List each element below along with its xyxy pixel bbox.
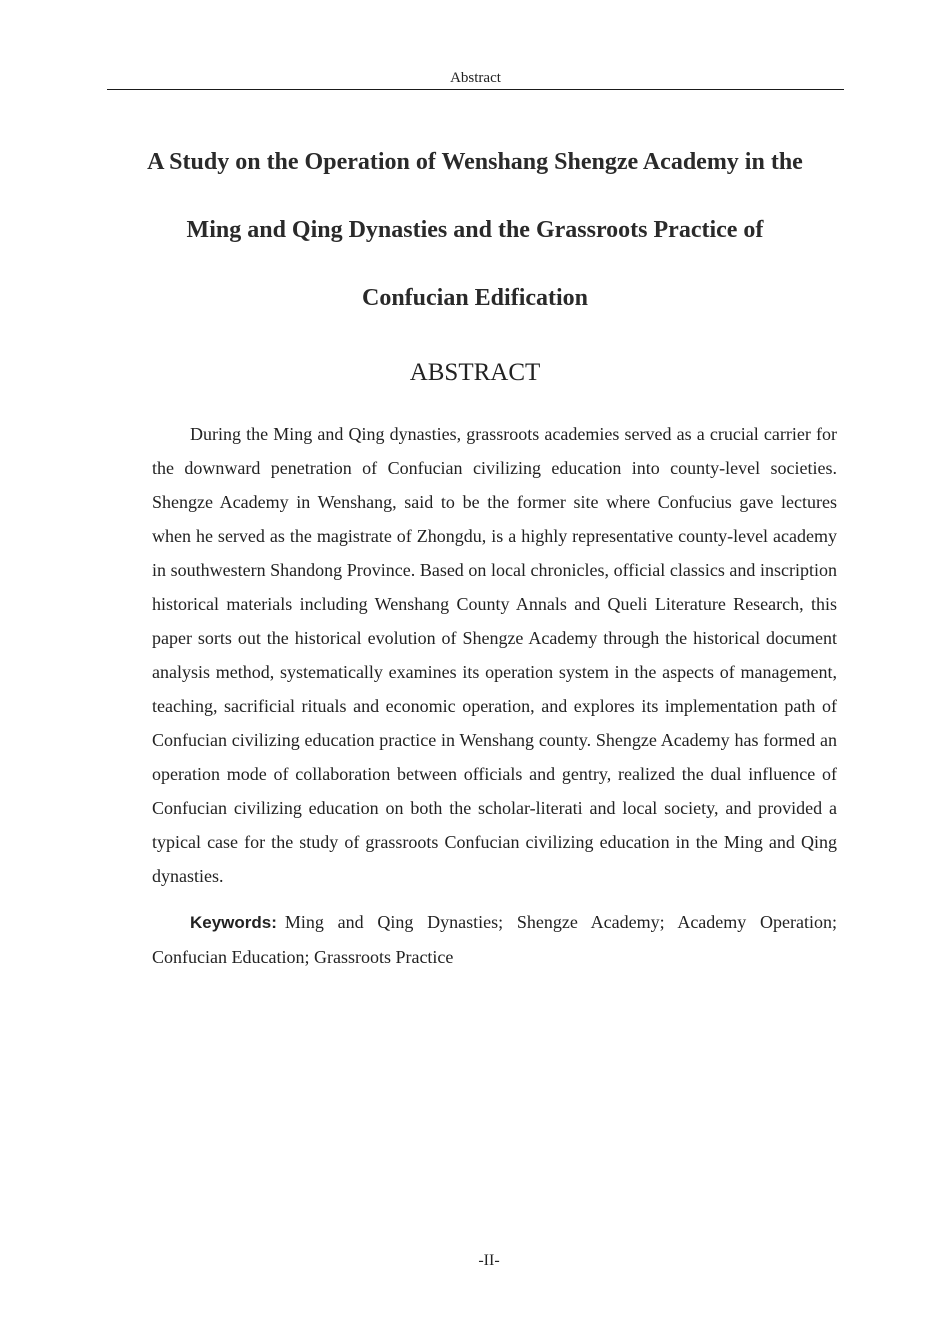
abstract-heading: ABSTRACT bbox=[409, 359, 541, 386]
keywords-label: Keywords: bbox=[190, 913, 277, 932]
running-header bbox=[107, 68, 844, 90]
paper-title: A Study on the Operation of Wenshang Shengze Academy in the Ming and Qing Dynasties and the Grassroots Practice of Confucian Edification bbox=[147, 149, 803, 311]
page-number: -II- bbox=[478, 1252, 500, 1269]
keywords-paragraph bbox=[152, 905, 837, 974]
keywords-text: Ming and Qing Dynasties; Shengze Academy; Academy Operation; Confucian Education; Grassroots Practice bbox=[152, 912, 837, 967]
abstract-body: During the Ming and Qing dynasties, grassroots academies served as a crucial carrier for the downward penetration of Confucian civilizing education into county-level societies. Shengze Academy in Wenshang, said to be the former site where Confucius gave lectures when he served as the magistrate of Zhongdu, is a highly representative county-level academy in southwestern Shandong Province. Based on local chronicles, official classics and inscription historical materials including Wenshang County Annals and Queli Literature Research, this paper sorts out the historical evolution of Shengze Academy through the historical document analysis method, systematically examines its operation system in the aspects of management, teaching, sacrificial rituals and economic operation, and explores its implementation path of Confucian civilizing education practice in Wenshang county. Shengze Academy has formed an operation mode of collaboration between officials and gentry, realized the dual influence of Confucian civilizing education on both the scholar-literati and local society, and provided a typical case for the study of grassroots Confucian civilizing education in the Ming and Qing dynasties. bbox=[152, 424, 837, 886]
running-header-title: Abstract bbox=[450, 70, 501, 86]
